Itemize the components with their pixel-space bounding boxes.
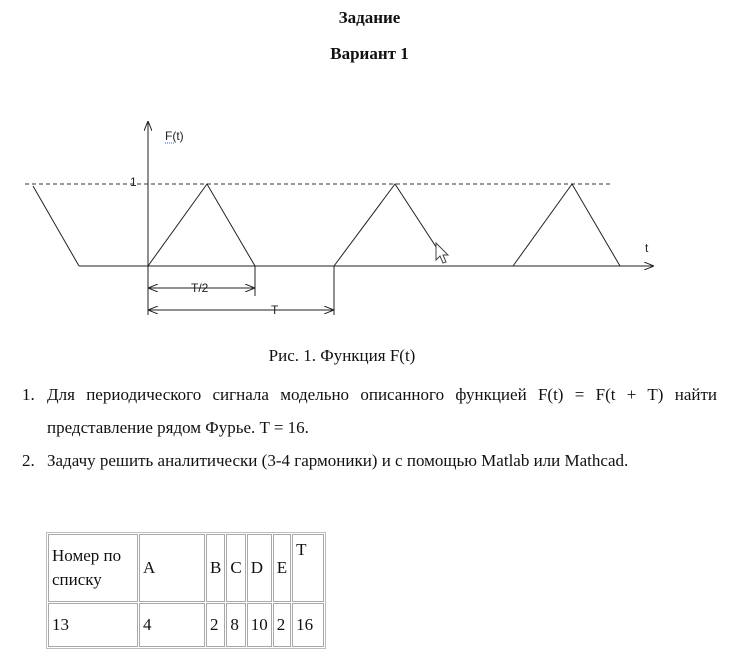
x-axis-label: t (645, 241, 649, 255)
table-header-cell: E (273, 534, 291, 602)
table-header-cell: D (247, 534, 272, 602)
table-cell: 2 (206, 603, 225, 647)
signal-segment-left (33, 186, 79, 266)
table-cell: 8 (226, 603, 245, 647)
task-item (22, 378, 717, 444)
figure-caption: Рис. 1. Функция F(t) (268, 346, 416, 365)
parameters-table (46, 532, 326, 649)
table-header-cell: B (206, 534, 225, 602)
table-header-cell: Номер по списку (48, 534, 138, 602)
variant-title: Вариант 1 (330, 44, 409, 63)
signal-triangle-1 (148, 184, 255, 266)
task-text: Для периодического сигнала модельно описанного функцией F(t) = F(t + T) найти представление рядом Фурье. T = 16. (47, 385, 717, 437)
table-cell: 16 (292, 603, 324, 647)
table-cell: 2 (273, 603, 291, 647)
signal-figure (0, 110, 739, 335)
table-header-cell: A (139, 534, 205, 602)
mouse-cursor-icon (436, 243, 448, 263)
table-header-cell: T (292, 534, 324, 602)
page-title: Задание (338, 8, 401, 27)
signal-triangle-2 (334, 184, 442, 266)
period-label: T (271, 303, 279, 317)
signal-triangle-3 (513, 184, 620, 266)
table-row (48, 603, 324, 647)
task-number: 1. (22, 385, 35, 404)
table-cell: 4 (139, 603, 205, 647)
task-item (22, 444, 717, 477)
task-list (22, 378, 717, 477)
table-header-row (48, 534, 324, 602)
table-cell: 10 (247, 603, 272, 647)
table-cell: 13 (48, 603, 138, 647)
half-period-label: T/2 (191, 281, 209, 295)
y-axis-label: F(t) (165, 129, 184, 143)
table-header-cell: C (226, 534, 245, 602)
level-label: 1 (130, 175, 137, 189)
task-number: 2. (22, 451, 35, 470)
task-text: Задачу решить аналитически (3-4 гармоники) и с помощью Matlab или Mathcad. (47, 451, 629, 470)
